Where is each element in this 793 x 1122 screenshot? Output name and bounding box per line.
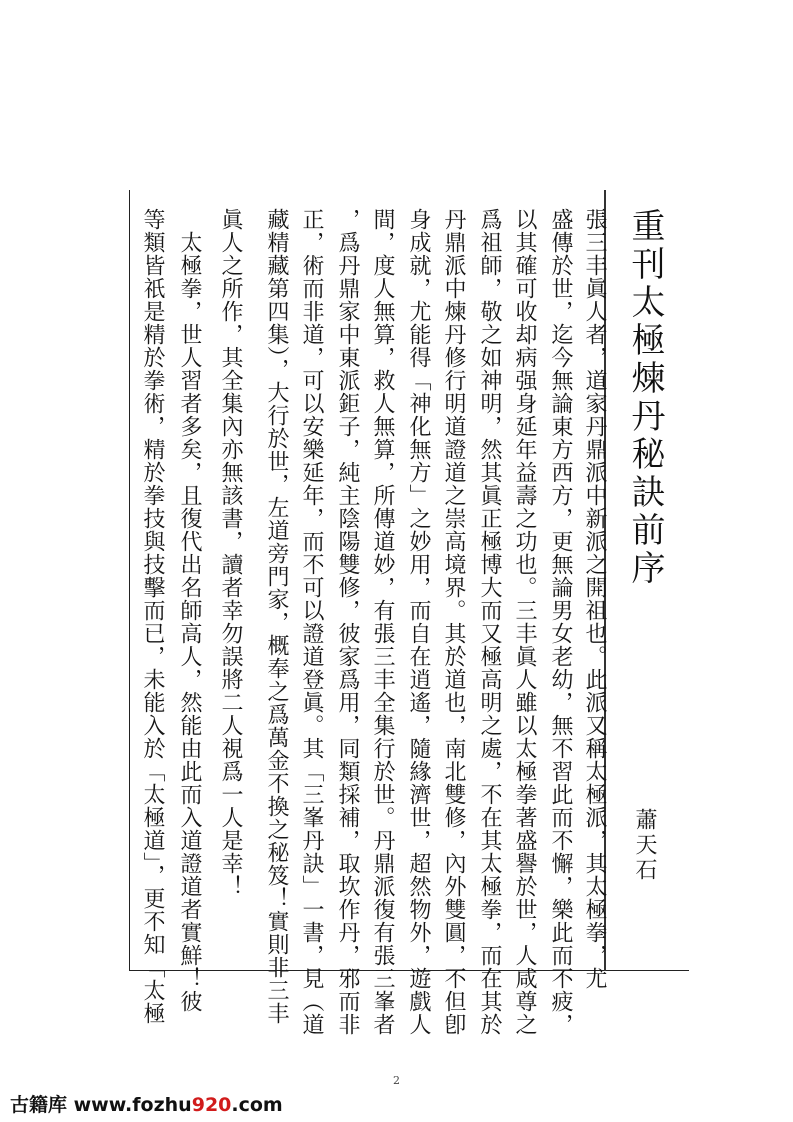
text-column: 張三丰眞人者，道家丹鼎派中新派之開祖也。此派又稱太極派，其太極拳，尤 (582, 208, 607, 990)
text-column: 眞人之所作，其全集內亦無該書，讀者幸勿誤將二人視爲一人是幸！ (218, 208, 243, 898)
document-title: 重刊太極煉丹秘訣前序 (625, 208, 665, 588)
document-author: 蕭天石 (632, 808, 657, 883)
text-column-second-paragraph: 等類皆祇是精於拳術，精於拳技與技擊而已，未能入於「太極道」，更不知「太極 (140, 208, 165, 1025)
text-column: 以其確可收却病强身延年益壽之功也。三丰眞人雖以太極拳著盛譽於世，人咸尊之 (512, 208, 537, 1036)
text-column: 盛傳於世，迄今無論東方西方，更無論男女老幼，無不習此而不懈，樂此而不疲， (548, 208, 573, 1036)
text-column: ，爲丹鼎家中東派鉅子，純主陰陽雙修，彼家爲用，同類採補，取坎作丹，邪而非 (335, 208, 360, 1036)
text-column: 間，度人無算，救人無算，所傳道妙，有張三丰全集行於世。丹鼎派復有張三峯者 (370, 208, 395, 1036)
text-column: 丹鼎派中煉丹修行明道證道之崇高境界。其於道也，南北雙修，內外雙圓，不但卽 (441, 208, 466, 1036)
watermark-number: 920 (191, 1094, 232, 1116)
site-watermark (10, 1090, 283, 1117)
text-column: 藏精藏第四集），大行於世，左道旁門家，概奉之爲萬金不換之秘笈！實則非三丰 (264, 208, 289, 1025)
text-column: 正，術而非道，可以安樂延年，而不可以證道登眞。其「三峯丹訣」一書，見（道 (299, 208, 324, 1036)
watermark-suffix: .com (231, 1094, 283, 1116)
text-column: 爲祖師，敬之如神明，然其眞正極博大而又極高明之處，不在其太極拳，而在其於 (477, 208, 502, 1036)
text-column-second-paragraph: 太極拳，世人習者多矣，且復代出名師高人，然能由此而入道證道者實鮮！彼 (177, 208, 202, 1013)
text-column: 身成就，尤能得「神化無方」之妙用，而自在逍遙，隨緣濟世，超然物外，遊戲人 (406, 208, 431, 1036)
watermark-prefix: 古籍库 www.fozhu (10, 1094, 192, 1116)
page-number: 2 (393, 1074, 400, 1087)
